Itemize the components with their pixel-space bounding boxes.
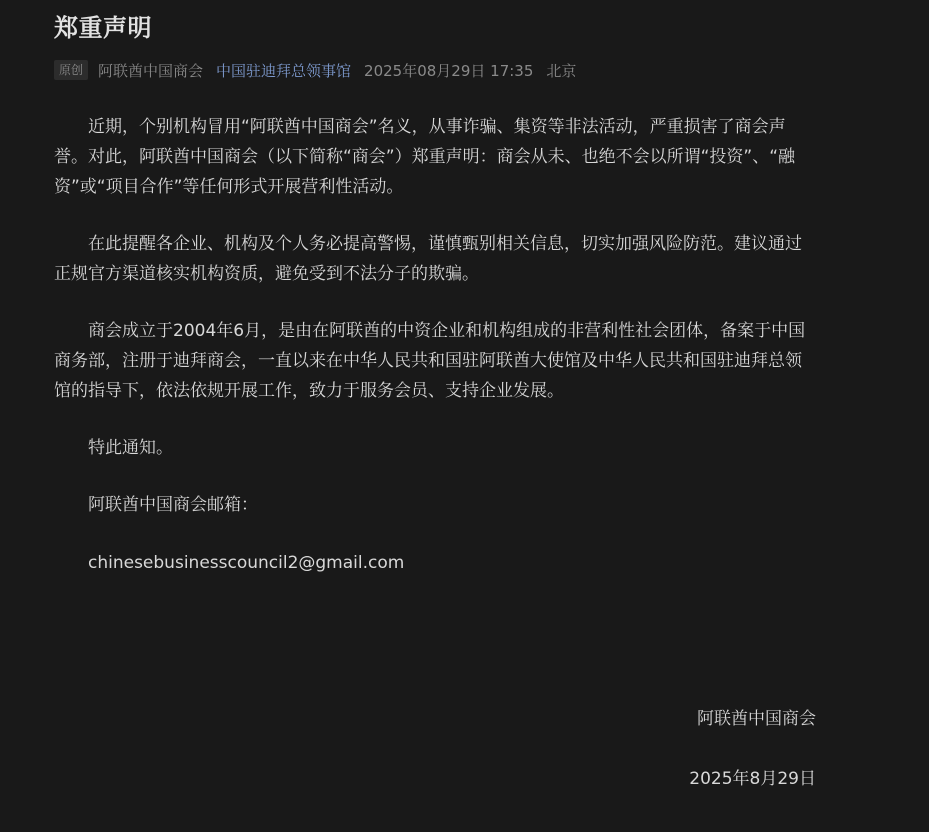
paragraph-notice: 特此通知。 — [88, 438, 173, 458]
paragraph-email-label: 阿联酋中国商会邮箱： — [88, 495, 258, 515]
paragraph-about: 商会成立于2004年6月，是由在阿联酋的中资企业和机构组成的非营利性社会团体，备案于中国商务部，注册于迪拜商会，一直以来在中华人民共和国驻阿联酋大使馆及中华人民共和国驻迪拜总领馆的指导下，依法依规开展工作，致力于服务会员、支持企业发展。 — [54, 321, 806, 401]
article-body — [54, 112, 816, 578]
publish-location: 北京 — [546, 61, 577, 80]
original-badge: 原创 — [54, 60, 88, 80]
signature-date: 2025年8月29日 — [689, 769, 816, 789]
paragraph-email-address[interactable]: chinesebusinesscouncil2@gmail.com — [88, 553, 405, 573]
article-title: 郑重声明 — [54, 14, 152, 42]
signature-org: 阿联酋中国商会 — [697, 709, 816, 729]
article-meta — [54, 57, 816, 83]
paragraph-warning: 在此提醒各企业、机构及个人务必提高警惕，谨慎甄别相关信息，切实加强风险防范。建议通过正规官方渠道核实机构资质，避免受到不法分子的欺骗。 — [54, 234, 802, 284]
paragraph-statement: 近期，个别机构冒用“阿联酋中国商会”名义，从事诈骗、集资等非法活动，严重损害了商会声誉。对此，阿联酋中国商会（以下简称“商会”）郑重声明：商会从未、也绝不会以所谓“投资”、“融资”或“项目合作”等任何形式开展营利性活动。 — [54, 117, 796, 197]
author-name: 阿联酋中国商会 — [98, 61, 204, 80]
publish-datetime: 2025年08月29日 17:35 — [364, 61, 534, 80]
account-link[interactable]: 中国驻迪拜总领事馆 — [216, 61, 352, 80]
article — [54, 0, 816, 578]
